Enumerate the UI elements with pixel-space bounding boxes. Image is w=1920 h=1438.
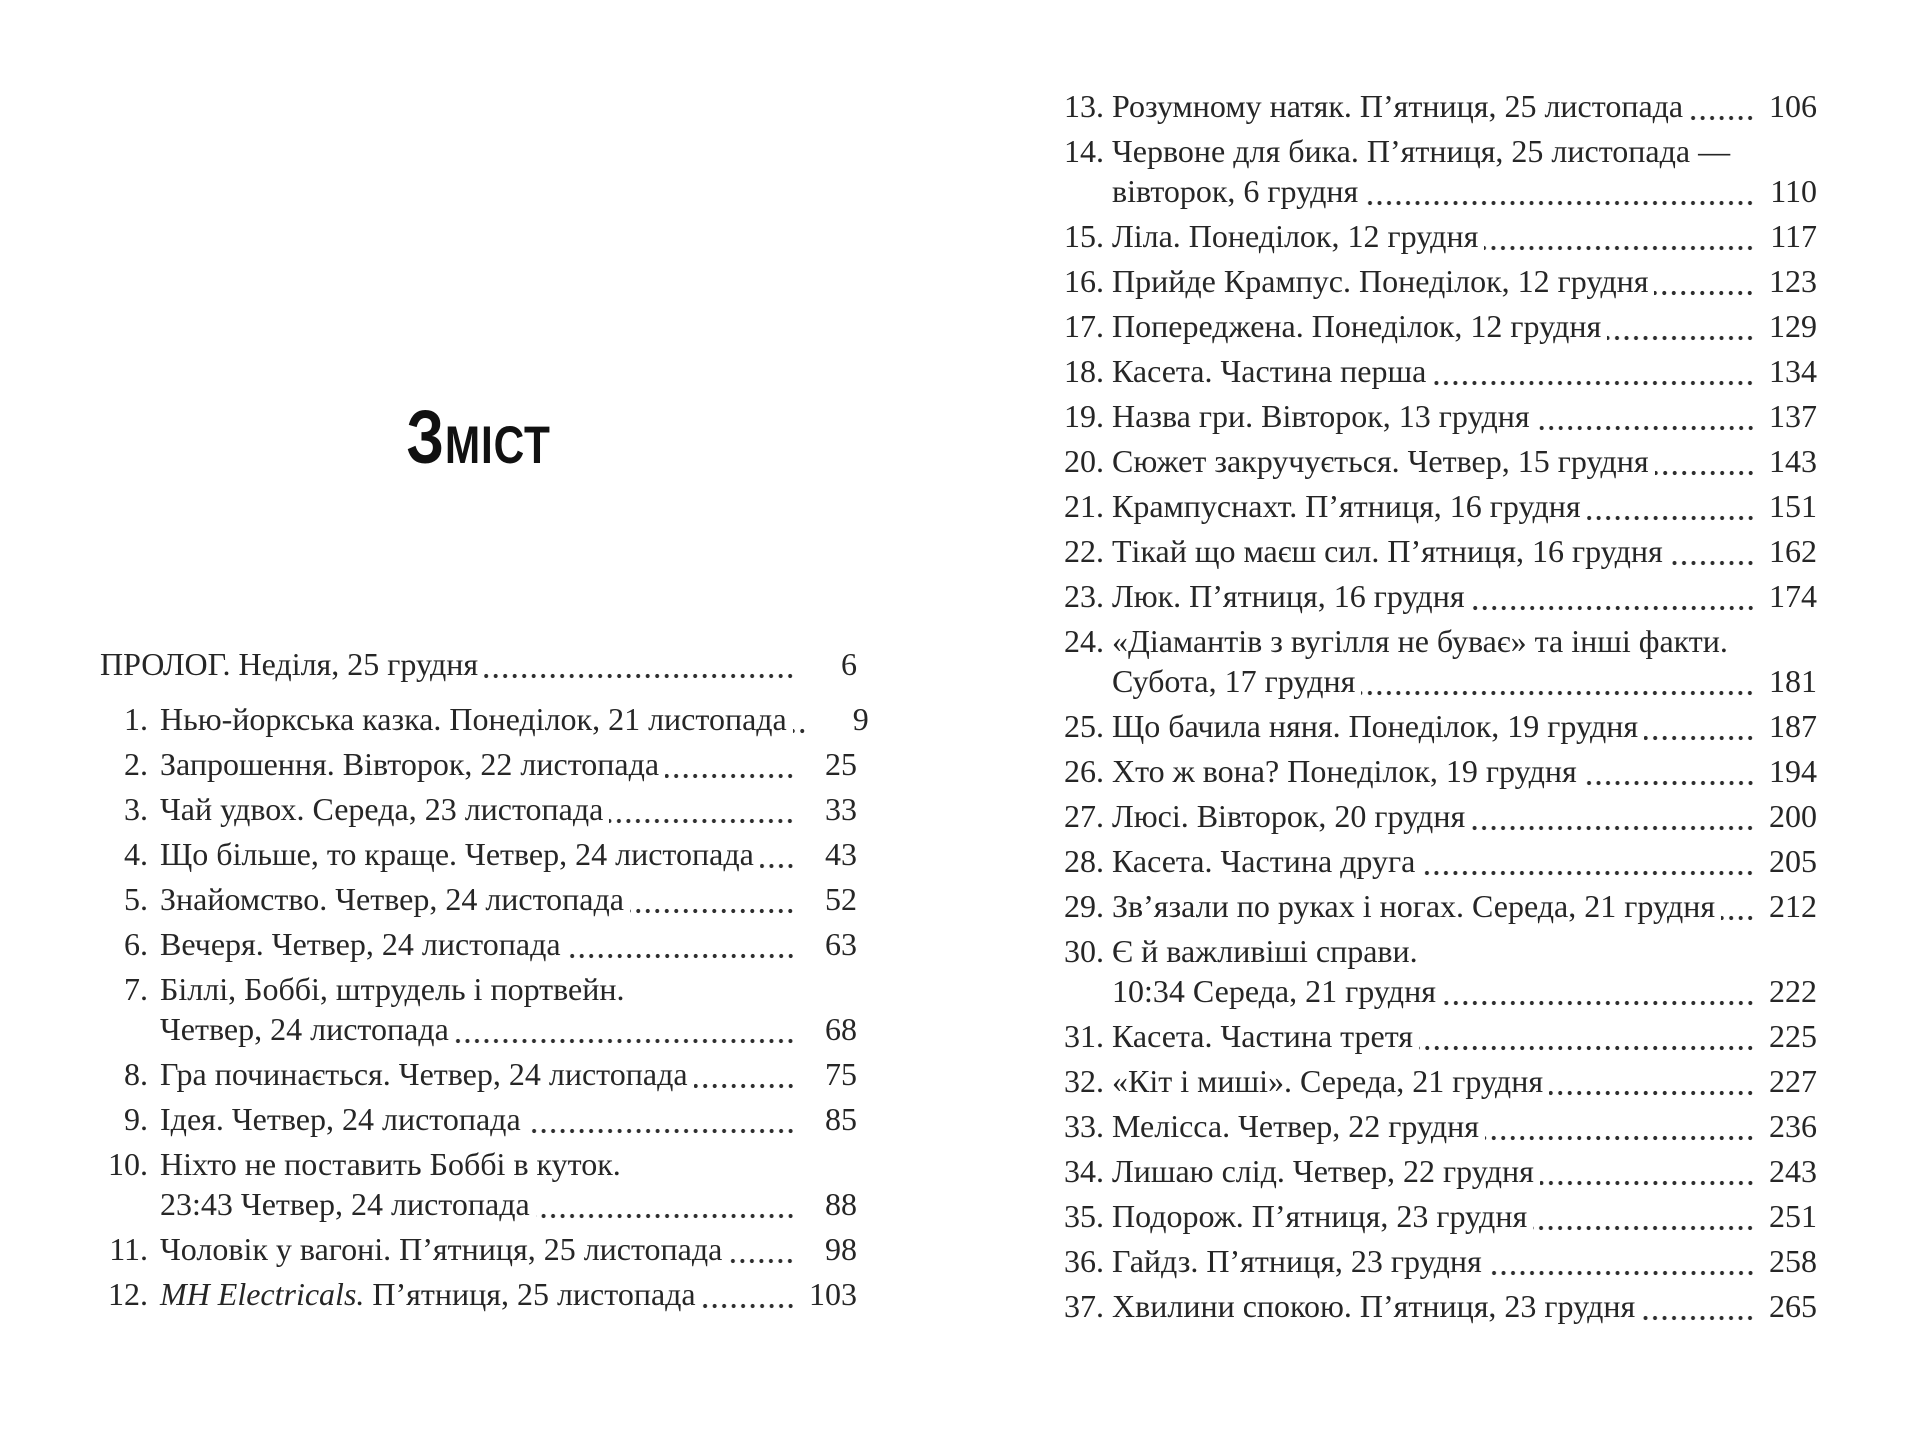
toc-entry [1064, 886, 1817, 926]
dot-leader [1607, 306, 1755, 346]
entry-number: 36. [1064, 1243, 1104, 1279]
entry-number: 9. [124, 1101, 148, 1137]
page-number: 265 [1769, 1288, 1817, 1324]
toc-line [1064, 171, 1817, 211]
toc-line [1064, 931, 1817, 971]
dot-leader [1641, 1286, 1755, 1326]
entry-title: ПРОЛОГ. Неділя, 25 грудня [100, 646, 479, 682]
page-number: 103 [809, 1276, 857, 1312]
entry-number: 33. [1064, 1108, 1104, 1144]
toc-line [100, 1144, 857, 1184]
page-number: 52 [825, 881, 857, 917]
toc-entry [1064, 486, 1817, 526]
page-number: 222 [1769, 973, 1817, 1009]
toc-entry [1064, 1106, 1817, 1146]
toc-entry [100, 924, 857, 964]
page-number: 85 [825, 1101, 857, 1137]
entry-title: Розумному натяк. П’ятниця, 25 листопада [1112, 88, 1684, 124]
dot-leader [702, 1274, 795, 1314]
dot-leader [793, 699, 807, 739]
entry-title: Що більше, то краще. Четвер, 24 листопада [160, 836, 754, 872]
entry-number: 11. [109, 1231, 148, 1267]
entry-number: 27. [1064, 798, 1104, 834]
toc-line [1064, 661, 1817, 701]
entry-number: 10. [108, 1146, 148, 1182]
toc-line [1064, 1196, 1817, 1236]
toc-entry [100, 1054, 857, 1094]
entry-title: Ніхто не поставить Боббі в куток. [160, 1146, 621, 1182]
entry-number: 15. [1064, 218, 1104, 254]
entry-number: 18. [1064, 353, 1104, 389]
dot-leader [1432, 351, 1755, 391]
entry-number: 1. [124, 701, 148, 737]
dot-leader [1644, 706, 1755, 746]
dot-leader [630, 879, 795, 919]
dot-leader [1654, 261, 1755, 301]
page-number: 43 [825, 836, 857, 872]
toc-entry [1064, 216, 1817, 256]
dot-leader [760, 834, 795, 874]
dot-leader [728, 1229, 795, 1269]
entry-title: Попереджена. Понеділок, 12 грудня [1112, 308, 1602, 344]
entry-title: Є й важливіші справи. [1112, 933, 1418, 969]
toc-line [1064, 751, 1817, 791]
entry-number: 22. [1064, 533, 1104, 569]
entry-title: вівторок, 6 грудня [1112, 173, 1359, 209]
toc-entry [1064, 621, 1817, 701]
toc-entry [1064, 751, 1817, 791]
toc-line [1064, 886, 1817, 926]
entry-number: 28. [1064, 843, 1104, 879]
contents-title: ЗМІСТ [406, 395, 551, 479]
entry-number: 32. [1064, 1063, 1104, 1099]
page-number: 194 [1769, 753, 1817, 789]
toc-line [100, 744, 857, 784]
dot-leader [1669, 531, 1755, 571]
toc-line [100, 1229, 857, 1269]
toc-line [1064, 486, 1817, 526]
dot-leader [455, 1009, 795, 1049]
toc-entry [100, 969, 857, 1049]
page-number: 106 [1769, 88, 1817, 124]
page-number: 98 [825, 1231, 857, 1267]
page-number: 9 [852, 701, 869, 737]
entry-title: 10:34 Середа, 21 грудня [1112, 973, 1436, 1009]
entry-title: Тікай що маєш сил. П’ятниця, 16 грудня [1112, 533, 1663, 569]
entry-title: 23:43 Четвер, 24 листопада [160, 1186, 530, 1222]
toc-line [1064, 1151, 1817, 1191]
toc-line [100, 834, 857, 874]
entry-number: 26. [1064, 753, 1104, 789]
dot-leader [665, 744, 795, 784]
entry-title: Сюжет закручується. Четвер, 15 грудня [1112, 443, 1649, 479]
toc-line [100, 924, 857, 964]
toc-line [1064, 306, 1817, 346]
dot-leader [527, 1099, 795, 1139]
toc-entry [1064, 931, 1817, 1011]
toc-line [100, 1274, 857, 1314]
entry-number: 20. [1064, 443, 1104, 479]
dot-leader [1488, 1241, 1755, 1281]
toc-line [1064, 1241, 1817, 1281]
toc-entry [100, 1274, 857, 1314]
entry-title: Хвилини спокою. П’ятниця, 23 грудня [1112, 1288, 1636, 1324]
entry-title-italic: MH Electricals. [160, 1276, 365, 1312]
entry-number: 25. [1064, 708, 1104, 744]
toc-line [1064, 216, 1817, 256]
dot-leader [694, 1054, 795, 1094]
toc-line [100, 699, 869, 739]
page-number: 6 [841, 646, 857, 682]
toc-line [1064, 706, 1817, 746]
entry-number: 17. [1064, 308, 1104, 344]
toc-line [100, 1184, 857, 1224]
dot-leader [1442, 971, 1755, 1011]
entry-title: Крампуснахт. П’ятниця, 16 грудня [1112, 488, 1581, 524]
page-number: 63 [825, 926, 857, 962]
page-number: 174 [1769, 578, 1817, 614]
toc-entry [100, 644, 857, 684]
entry-title: Чай удвох. Середа, 23 листопада [160, 791, 604, 827]
entry-number: 31. [1064, 1018, 1104, 1054]
entry-title: Мелісса. Четвер, 22 грудня [1112, 1108, 1480, 1144]
dot-leader [1361, 661, 1755, 701]
entry-title: Гра починається. Четвер, 24 листопада [160, 1056, 688, 1092]
toc-entry [1064, 576, 1817, 616]
toc-entry [1064, 531, 1817, 571]
page-number: 187 [1769, 708, 1817, 744]
dot-leader [609, 789, 795, 829]
entry-title: Прийде Крампус. Понеділок, 12 грудня [1112, 263, 1649, 299]
entry-title: Ідея. Четвер, 24 листопада [160, 1101, 521, 1137]
page-number: 236 [1769, 1108, 1817, 1144]
page-number: 243 [1769, 1153, 1817, 1189]
toc-entry [1064, 441, 1817, 481]
dot-leader [1536, 396, 1755, 436]
entry-number: 23. [1064, 578, 1104, 614]
page-number: 181 [1769, 663, 1817, 699]
entry-number: 35. [1064, 1198, 1104, 1234]
toc-entry [100, 834, 857, 874]
toc-entry [1064, 86, 1817, 126]
page-number: 33 [825, 791, 857, 827]
entry-title: Чоловік у вагоні. П’ятниця, 25 листопада [160, 1231, 723, 1267]
entry-number: 14. [1064, 133, 1104, 169]
toc-line [1064, 1016, 1817, 1056]
entry-title: Люсі. Вівторок, 20 грудня [1112, 798, 1466, 834]
entry-title: «Кіт і миші». Середа, 21 грудня [1112, 1063, 1544, 1099]
toc-line [100, 1054, 857, 1094]
toc-line [1064, 396, 1817, 436]
page-number: 75 [825, 1056, 857, 1092]
toc-entry [1064, 796, 1817, 836]
toc-entry [1064, 261, 1817, 301]
page-number: 88 [825, 1186, 857, 1222]
dot-leader [1471, 576, 1755, 616]
entry-number: 5. [124, 881, 148, 917]
dot-leader [1549, 1061, 1755, 1101]
toc-line [1064, 796, 1817, 836]
dot-leader [1485, 1106, 1755, 1146]
page-number: 129 [1769, 308, 1817, 344]
dot-leader [1364, 171, 1755, 211]
entry-title: Гайдз. П’ятниця, 23 грудня [1112, 1243, 1482, 1279]
entry-title: Знайомство. Четвер, 24 листопада [160, 881, 624, 917]
toc-line [1064, 971, 1817, 1011]
entry-number: 12. [108, 1276, 148, 1312]
entry-title: Вечеря. Четвер, 24 листопада [160, 926, 561, 962]
entry-title: Нью-йоркська казка. Понеділок, 21 листопада [160, 701, 787, 737]
dot-leader [1721, 886, 1755, 926]
page-number: 25 [825, 746, 857, 782]
toc-line [100, 1009, 857, 1049]
toc-entry [1064, 396, 1817, 436]
toc-line [100, 644, 857, 684]
entry-title: Четвер, 24 листопада [160, 1011, 449, 1047]
entry-number: 4. [124, 836, 148, 872]
entry-number: 24. [1064, 623, 1104, 659]
entry-title: Біллі, Боббі, штрудель і портвейн. [160, 971, 625, 1007]
toc-line [1064, 1286, 1817, 1326]
toc-entry [1064, 1286, 1817, 1326]
entry-number: 7. [124, 971, 148, 1007]
page-number: 205 [1769, 843, 1817, 879]
toc-line [1064, 131, 1817, 171]
dot-leader [1484, 216, 1755, 256]
entry-number: 37. [1064, 1288, 1104, 1324]
toc-entry [100, 1229, 857, 1269]
dot-leader [1540, 1151, 1755, 1191]
toc-line [100, 1099, 857, 1139]
dot-leader [1421, 841, 1755, 881]
toc-line [1064, 621, 1817, 661]
toc-entry [1064, 1061, 1817, 1101]
entry-title: Подорож. П’ятниця, 23 грудня [1112, 1198, 1528, 1234]
toc-entry [1064, 1151, 1817, 1191]
entry-title: MH Electricals. П’ятниця, 25 листопада [160, 1276, 696, 1312]
toc-line [1064, 441, 1817, 481]
entry-number: 19. [1064, 398, 1104, 434]
toc-line [100, 789, 857, 829]
toc-entry [100, 699, 869, 739]
toc-line [100, 879, 857, 919]
entry-number: 29. [1064, 888, 1104, 924]
toc-line [1064, 1061, 1817, 1101]
page-number: 225 [1769, 1018, 1817, 1054]
entry-title: Червоне для бика. П’ятниця, 25 листопада — [1112, 133, 1731, 169]
toc-left-column [100, 644, 869, 1319]
entry-number: 13. [1064, 88, 1104, 124]
toc-entry [1064, 131, 1817, 211]
entry-title: Лишаю слід. Четвер, 22 грудня [1112, 1153, 1534, 1189]
entry-title: Люк. П’ятниця, 16 грудня [1112, 578, 1465, 614]
entry-title: Касета. Частина перша [1112, 353, 1427, 389]
page-number: 151 [1769, 488, 1817, 524]
toc-line [1064, 351, 1817, 391]
page-number: 110 [1770, 173, 1817, 209]
dot-leader [1533, 1196, 1755, 1236]
toc-line [1064, 576, 1817, 616]
toc-entry [100, 879, 857, 919]
toc-entry [1064, 1196, 1817, 1236]
toc-line [1064, 261, 1817, 301]
page-number: 68 [825, 1011, 857, 1047]
page-number: 123 [1769, 263, 1817, 299]
dot-leader [1471, 796, 1755, 836]
page-number: 162 [1769, 533, 1817, 569]
toc-entry [1064, 706, 1817, 746]
dot-leader [567, 924, 795, 964]
dot-leader [1587, 486, 1755, 526]
toc-entry [1064, 351, 1817, 391]
entry-title: Ліла. Понеділок, 12 грудня [1112, 218, 1479, 254]
dot-leader [1419, 1016, 1755, 1056]
page-number: 117 [1770, 218, 1817, 254]
toc-line [1064, 1106, 1817, 1146]
entry-title: Назва гри. Вівторок, 13 грудня [1112, 398, 1530, 434]
toc-line [1064, 841, 1817, 881]
dot-leader [536, 1184, 795, 1224]
toc-entry [1064, 1241, 1817, 1281]
entry-number: 16. [1064, 263, 1104, 299]
page-number: 258 [1769, 1243, 1817, 1279]
entry-number: 3. [124, 791, 148, 827]
toc-line [1064, 86, 1817, 126]
toc-entry [1064, 841, 1817, 881]
toc-line [1064, 531, 1817, 571]
entry-title: Субота, 17 грудня [1112, 663, 1356, 699]
entry-title: Касета. Частина третя [1112, 1018, 1413, 1054]
dot-leader [1655, 441, 1755, 481]
page-number: 137 [1769, 398, 1817, 434]
toc-entry [100, 744, 857, 784]
page-number: 251 [1769, 1198, 1817, 1234]
entry-number: 30. [1064, 933, 1104, 969]
toc-entry [100, 1144, 857, 1224]
dot-leader [1689, 86, 1755, 126]
toc-entry [1064, 1016, 1817, 1056]
page-number: 200 [1769, 798, 1817, 834]
entry-number: 34. [1064, 1153, 1104, 1189]
dot-leader [484, 644, 795, 684]
page-number: 143 [1769, 443, 1817, 479]
toc-entry [100, 789, 857, 829]
entry-number: 6. [124, 926, 148, 962]
entry-number: 8. [124, 1056, 148, 1092]
dot-leader [1583, 751, 1755, 791]
toc-entry [1064, 306, 1817, 346]
toc-line [100, 969, 857, 1009]
page-number: 227 [1769, 1063, 1817, 1099]
entry-number: 2. [124, 746, 148, 782]
entry-title: Що бачила няня. Понеділок, 19 грудня [1112, 708, 1639, 744]
entry-title: Запрошення. Вівторок, 22 листопада [160, 746, 660, 782]
entry-title: «Діамантів з вугілля не буває» та інші факти. [1112, 623, 1728, 659]
toc-entry [100, 1099, 857, 1139]
entry-title: Зв’язали по руках і ногах. Середа, 21 грудня [1112, 888, 1716, 924]
page-number: 212 [1769, 888, 1817, 924]
entry-number: 21. [1064, 488, 1104, 524]
page-number: 134 [1769, 353, 1817, 389]
entry-title: Хто ж вона? Понеділок, 19 грудня [1112, 753, 1577, 789]
toc-right-column [1064, 86, 1817, 1331]
entry-title: Касета. Частина друга [1112, 843, 1416, 879]
